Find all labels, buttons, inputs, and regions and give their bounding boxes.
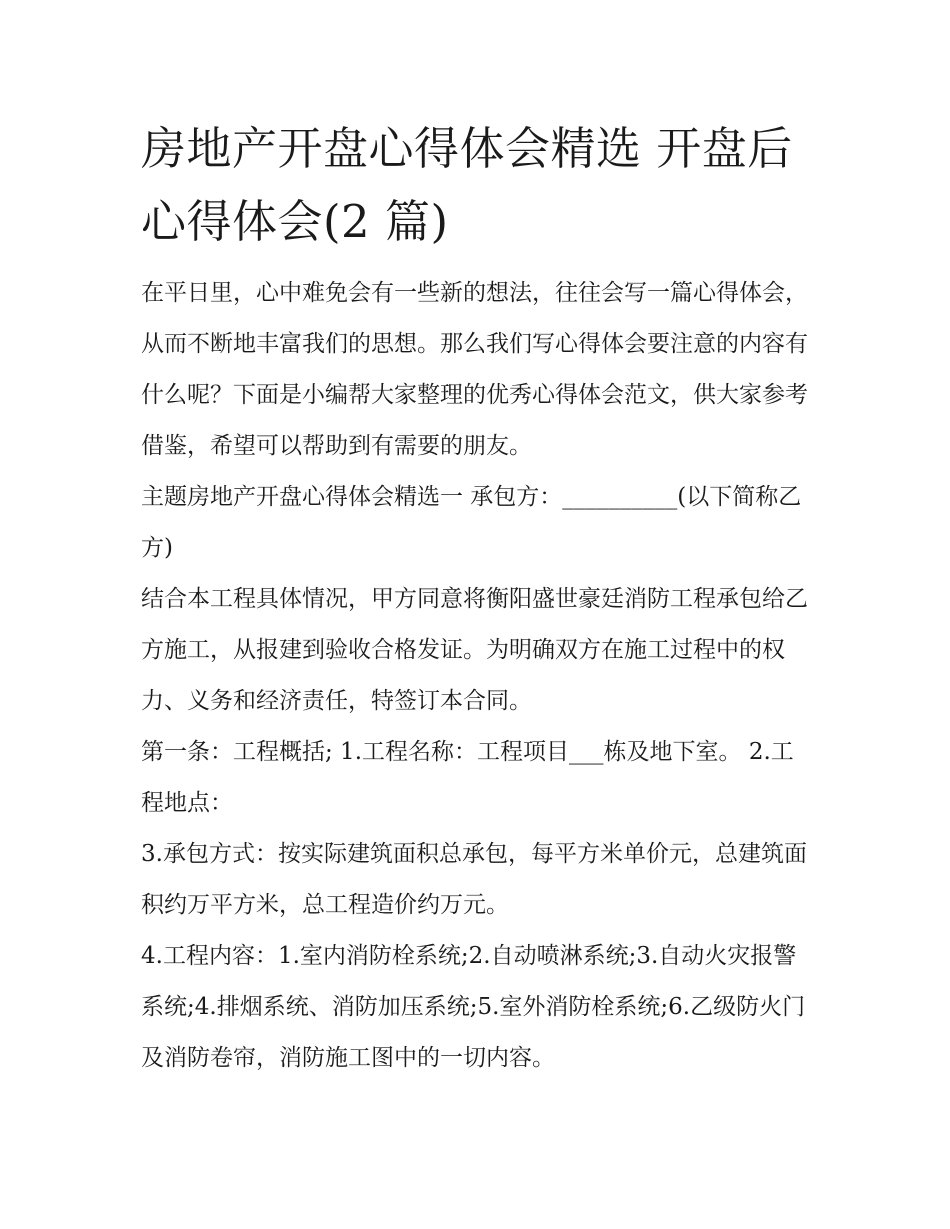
document-page [141,112,813,1084]
paragraph-contractor: 主题房地产开盘心得体会精选一 承包方：__________(以下简称乙方) [141,484,802,561]
document-title: 房地产开盘心得体会精选 开盘后心得体会(2 篇) [141,122,793,248]
paragraph-agreement: 结合本工程具体情况，甲方同意将衡阳盛世豪廷消防工程承包给乙方施工，从报建到验收合格发证。为明确双方在施工过程中的权力、义务和经济责任，特签订本合同。 [141,586,808,714]
document-body [141,268,813,1084]
paragraph-contract-method: 3.承包方式：按实际建筑面积总承包，每平方米单价元，总建筑面积约万平方米，总工程造价约万元。 [141,841,807,918]
paragraph-article-one: 第一条：工程概括; 1.工程名称：工程项目___栋及地下室。 2.工程地点： [141,739,794,816]
paragraph-intro: 在平日里，心中难免会有一些新的想法，往往会写一篇心得体会，从而不断地丰富我们的思想。那么我们写心得体会要注意的内容有什么呢？下面是小编帮大家整理的优秀心得体会范文，供大家参考借鉴，希望可以帮助到有需要的朋友。 [141,280,808,459]
paragraph-project-scope: 4.工程内容：1.室内消防栓系统;2.自动喷淋系统;3.自动火灾报警系统;4.排烟系统、消防加压系统;5.室外消防栓系统;6.乙级防火门及消防卷帘，消防施工图中的一切内容。 [141,943,806,1071]
